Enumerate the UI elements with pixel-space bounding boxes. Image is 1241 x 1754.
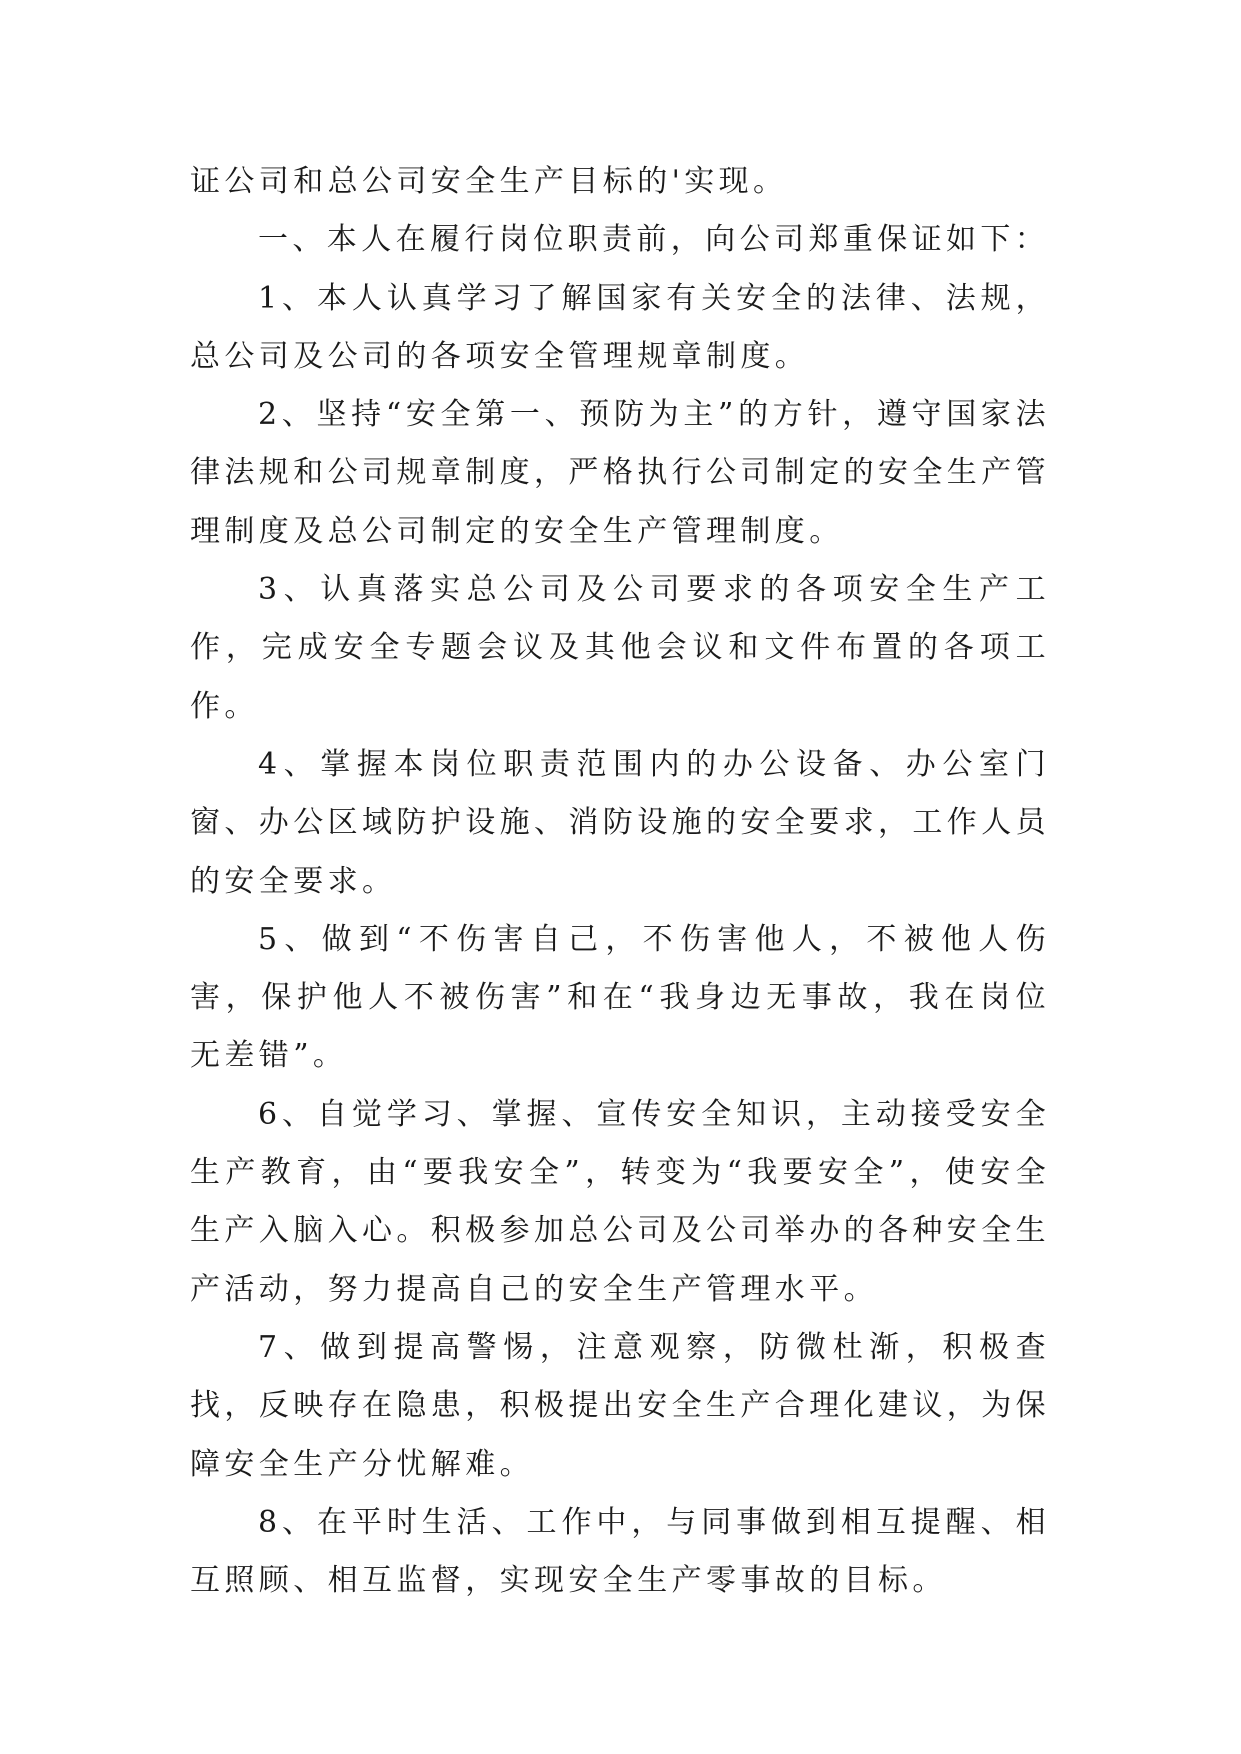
paragraph-item-2: 2、坚持“安全第一、预防为主”的方针，遵守国家法律法规和公司规章制度，严格执行公司制定的安全生产管理制度及总公司制定的安全生产管理制度。 (190, 397, 1050, 549)
document-body (190, 153, 1050, 1610)
paragraph-item-3: 3、认真落实总公司及公司要求的各项安全生产工作，完成安全专题会议及其他会议和文件布置的各项工作。 (190, 572, 1050, 724)
paragraph-item-7: 7、做到提高警惕，注意观察，防微杜渐，积极查找，反映存在隐患，积极提出安全生产合理化建议，为保障安全生产分忧解难。 (190, 1329, 1050, 1482)
paragraph-item-5: 5、做到“不伤害自己，不伤害他人，不被他人伤害，保护他人不被伤害”和在“我身边无事故，我在岗位无差错”。 (190, 921, 1050, 1074)
paragraph-item-8: 8、在平时生活、工作中，与同事做到相互提醒、相互照顾、相互监督，实现安全生产零事故的目标。 (190, 1504, 1050, 1599)
paragraph-item-6: 6、自觉学习、掌握、宣传安全知识，主动接受安全生产教育，由“要我安全”，转变为“我要安全”，使安全生产入脑入心。积极参加总公司及公司举办的各种安全生产活动，努力提高自己的安全生产管理水平。 (190, 1096, 1050, 1307)
paragraph-pledge-intro: 一、本人在履行岗位职责前，向公司郑重保证如下： (258, 222, 1050, 258)
paragraph-item-4: 4、掌握本岗位职责范围内的办公设备、办公室门窗、办公区域防护设施、消防设施的安全要求，工作人员的安全要求。 (190, 746, 1050, 899)
paragraph-continuation: 证公司和总公司安全生产目标的'实现。 (190, 164, 788, 199)
paragraph-item-1: 1、本人认真学习了解国家有关安全的法律、法规，总公司及公司的各项安全管理规章制度。 (190, 280, 1050, 374)
